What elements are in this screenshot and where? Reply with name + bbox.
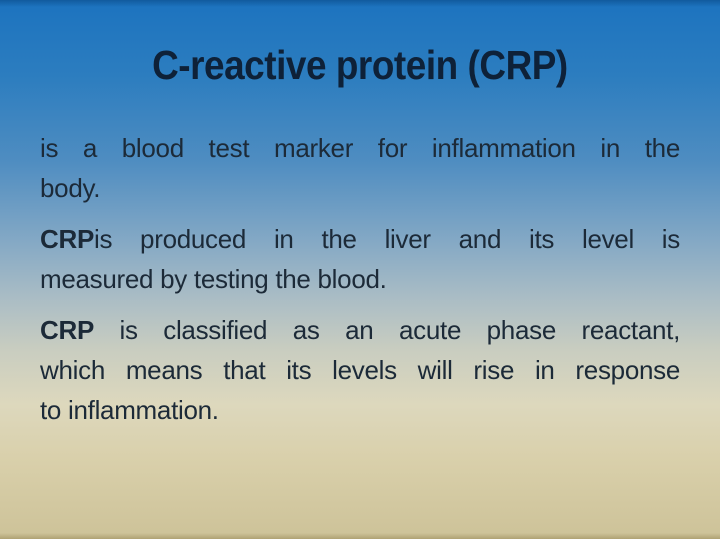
- text-line: [40, 219, 680, 259]
- crp-bold-label: CRP: [40, 315, 94, 345]
- text-line: is a blood test marker for inflammation in the: [40, 133, 680, 163]
- slide-body: [40, 128, 680, 441]
- text-line: to inflammation.: [40, 395, 219, 425]
- text-line: body.: [40, 173, 101, 203]
- paragraph-1: [40, 128, 680, 208]
- text-line-rest: is classified as an acute phase reactant,: [94, 315, 680, 345]
- text-line: which means that its levels will rise in response: [40, 355, 680, 385]
- text-line: measured by testing the blood.: [40, 264, 387, 294]
- paragraph-3: [40, 310, 680, 430]
- paragraph-2: [40, 219, 680, 299]
- text-line-rest: is produced in the liver and its level is: [94, 224, 680, 254]
- text-line: [40, 310, 680, 350]
- slide-title-text: C-reactive protein (CRP): [152, 42, 568, 88]
- crp-bold-label: CRP: [40, 224, 94, 254]
- slide-title: [0, 0, 720, 89]
